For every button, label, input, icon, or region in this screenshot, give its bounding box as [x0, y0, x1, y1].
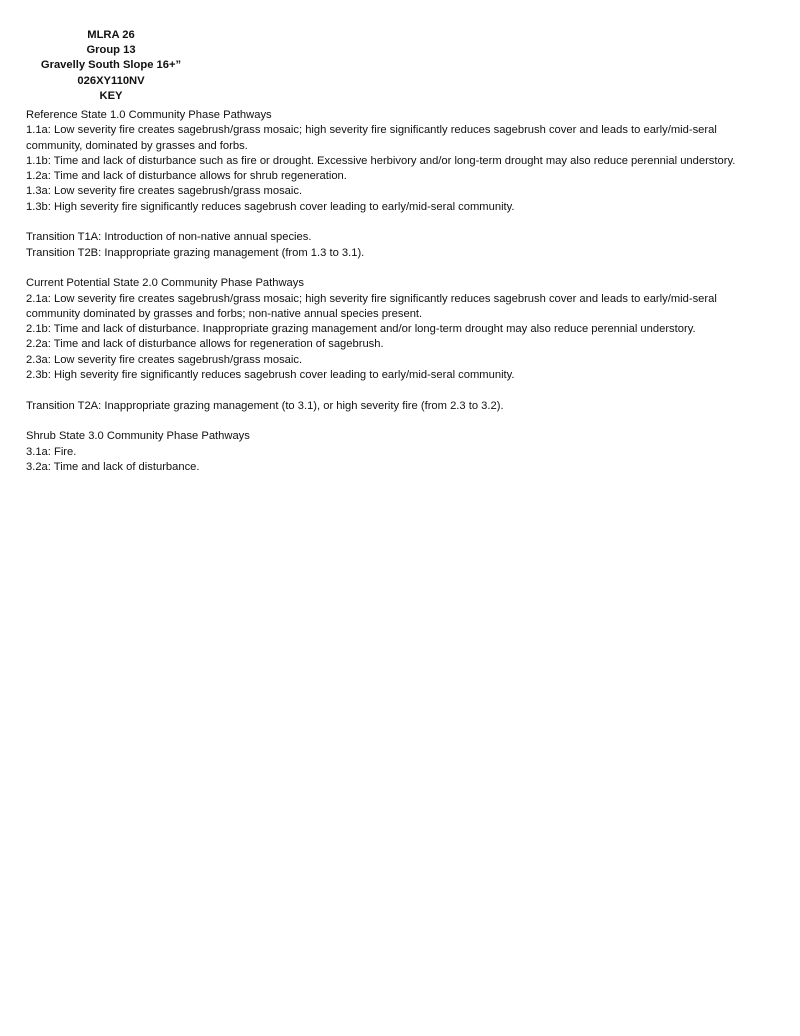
transition-t1-section [26, 230, 742, 261]
site-name-title: Gravelly South Slope 16+” [40, 59, 182, 72]
pathway-item: 2.3b: High severity fire significantly reduces sagebrush cover leading to early/mid-seral community. [26, 369, 515, 382]
reference-state-section [26, 108, 742, 215]
pathway-item: 1.3b: High severity fire significantly reduces sagebrush cover leading to early/mid-seral community. [26, 200, 515, 213]
transition-t1a-line: Transition T1A: Introduction of non-native annual species. [26, 231, 312, 244]
pathway-item: 2.3a: Low severity fire creates sagebrush/grass mosaic. [26, 353, 303, 366]
pathway-item: 1.2a: Time and lack of disturbance allows for shrub regeneration. [26, 170, 347, 183]
group-title: Group 13 [86, 44, 136, 57]
pathway-item: 1.3a: Low severity fire creates sagebrush/grass mosaic. [26, 185, 303, 198]
pathway-item: 2.2a: Time and lack of disturbance allows for regeneration of sagebrush. [26, 338, 384, 351]
current-potential-state-section [26, 276, 742, 383]
transition-t2b-line: Transition T2B: Inappropriate grazing management (from 1.3 to 3.1). [26, 246, 365, 259]
current-potential-state-heading: Current Potential State 2.0 Community Phase Pathways [26, 277, 304, 290]
mlra-title: MLRA 26 [87, 29, 135, 41]
pathway-item: 2.1b: Time and lack of disturbance. Inappropriate grazing management and/or long-term drought may also reduce perennial understory. [26, 323, 696, 336]
reference-state-heading: Reference State 1.0 Community Phase Pathways [26, 109, 272, 121]
pathway-item: 3.1a: Fire. [26, 445, 77, 458]
pathway-key-text [26, 108, 742, 490]
transition-t2a-section [26, 399, 742, 414]
shrub-state-section [26, 429, 742, 475]
pathway-item: 3.2a: Time and lack of disturbance. [26, 460, 200, 473]
key-title: KEY [99, 89, 123, 102]
pathway-item: 2.1a: Low severity fire creates sagebrush/grass mosaic; high severity fire significantly reduces sagebrush cover and leads to early/mid-seral community dominated by grasses and forbs; non-native annual species present. [26, 292, 717, 320]
pathway-item: 1.1a: Low severity fire creates sagebrush/grass mosaic; high severity fire significantly reduces sagebrush cover and leads to early/mid-seral community, dominated by grasses and forbs. [26, 124, 717, 152]
site-id-title: 026XY110NV [77, 74, 145, 87]
transition-t2a-line: Transition T2A: Inappropriate grazing management (to 3.1), or high severity fire (from 2.3 to 3.2). [26, 399, 504, 412]
document-title-block [20, 28, 202, 104]
pathway-item: 1.1b: Time and lack of disturbance such as fire or drought. Excessive herbivory and/or long-term drought may also reduce perennial understory. [26, 154, 736, 167]
shrub-state-heading: Shrub State 3.0 Community Phase Pathways [26, 430, 250, 443]
